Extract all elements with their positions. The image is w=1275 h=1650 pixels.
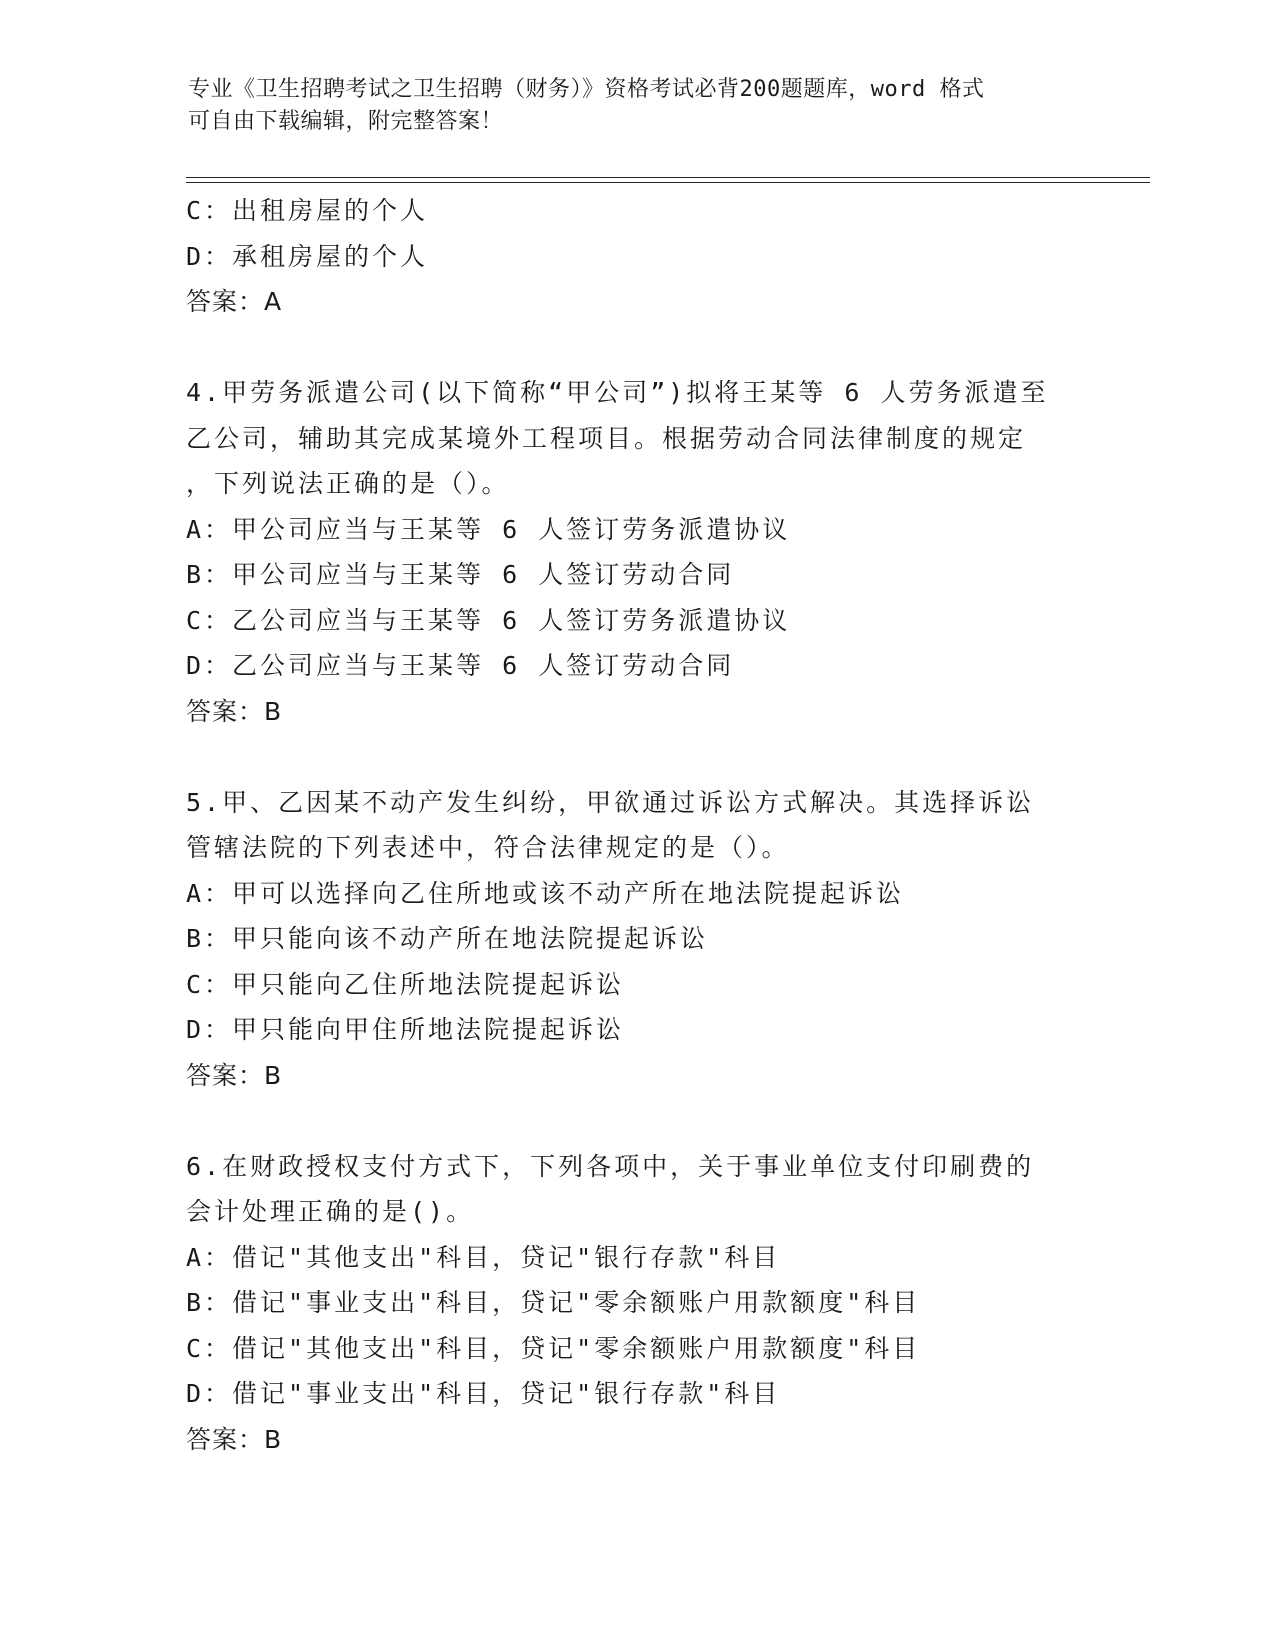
header-title-line-1: 专业《卫生招聘考试之卫生招聘（财务）》资格考试必背200题题库，word 格式 — [188, 77, 985, 102]
spacer — [186, 325, 1086, 371]
question-text-line: 4.甲劳务派遣公司(以下简称“甲公司”)拟将王某等 6 人劳务派遣至 — [186, 378, 1049, 407]
question-list — [186, 188, 1086, 1462]
question-text-line: 6.在财政授权支付方式下，下列各项中，关于事业单位支付印刷费的 — [186, 1151, 1035, 1181]
option-b: B：甲只能向该不动产所在地法院提起诉讼 — [186, 924, 709, 953]
question-6 — [186, 1144, 1086, 1463]
option-c: C：乙公司应当与王某等 6 人签订劳务派遣协议 — [186, 605, 791, 635]
spacer — [186, 1098, 1086, 1144]
option-a: A：甲可以选择向乙住所地或该不动产所在地法院提起诉讼 — [186, 878, 905, 908]
option-d: D：乙公司应当与王某等 6 人签订劳动合同 — [186, 651, 735, 680]
question-text-line: 乙公司，辅助其完成某境外工程项目。根据劳动合同法律制度的规定 — [186, 423, 1027, 453]
page-header — [188, 74, 1068, 138]
answer: 答案：A — [186, 287, 283, 316]
question-3-tail — [186, 188, 1086, 325]
option-b: B：甲公司应当与王某等 6 人签订劳动合同 — [186, 560, 735, 589]
answer: 答案：B — [186, 696, 283, 726]
option-c: C：甲只能向乙住所地法院提起诉讼 — [186, 969, 625, 999]
question-5 — [186, 780, 1086, 1099]
option-c: C：借记"其他支出"科目，贷记"零余额账户用款额度"科目 — [186, 1333, 921, 1363]
option-c: C：出租房屋的个人 — [186, 196, 429, 225]
question-4 — [186, 370, 1086, 734]
option-d: D：甲只能向甲住所地法院提起诉讼 — [186, 1015, 625, 1044]
answer: 答案：B — [186, 1060, 283, 1090]
question-text-line: ，下列说法正确的是（）。 — [186, 469, 510, 498]
option-d: D：借记"事业支出"科目，贷记"银行存款"科目 — [186, 1379, 781, 1408]
question-text-line: 5.甲、乙因某不动产发生纠纷，甲欲通过诉讼方式解决。其选择诉讼 — [186, 787, 1035, 817]
answer: 答案：B — [186, 1424, 283, 1454]
option-a: A：借记"其他支出"科目，贷记"银行存款"科目 — [186, 1242, 781, 1272]
question-text-line: 管辖法院的下列表述中，符合法律规定的是（）。 — [186, 833, 790, 862]
option-a: A：甲公司应当与王某等 6 人签订劳务派遣协议 — [186, 514, 791, 544]
spacer — [186, 734, 1086, 780]
header-divider — [186, 177, 1150, 183]
header-title-line-2: 可自由下载编辑，附完整答案！ — [188, 109, 504, 134]
question-text-line: 会计处理正确的是()。 — [186, 1197, 475, 1226]
option-b: B：借记"事业支出"科目，贷记"零余额账户用款额度"科目 — [186, 1288, 921, 1317]
option-d: D：承租房屋的个人 — [186, 241, 429, 271]
